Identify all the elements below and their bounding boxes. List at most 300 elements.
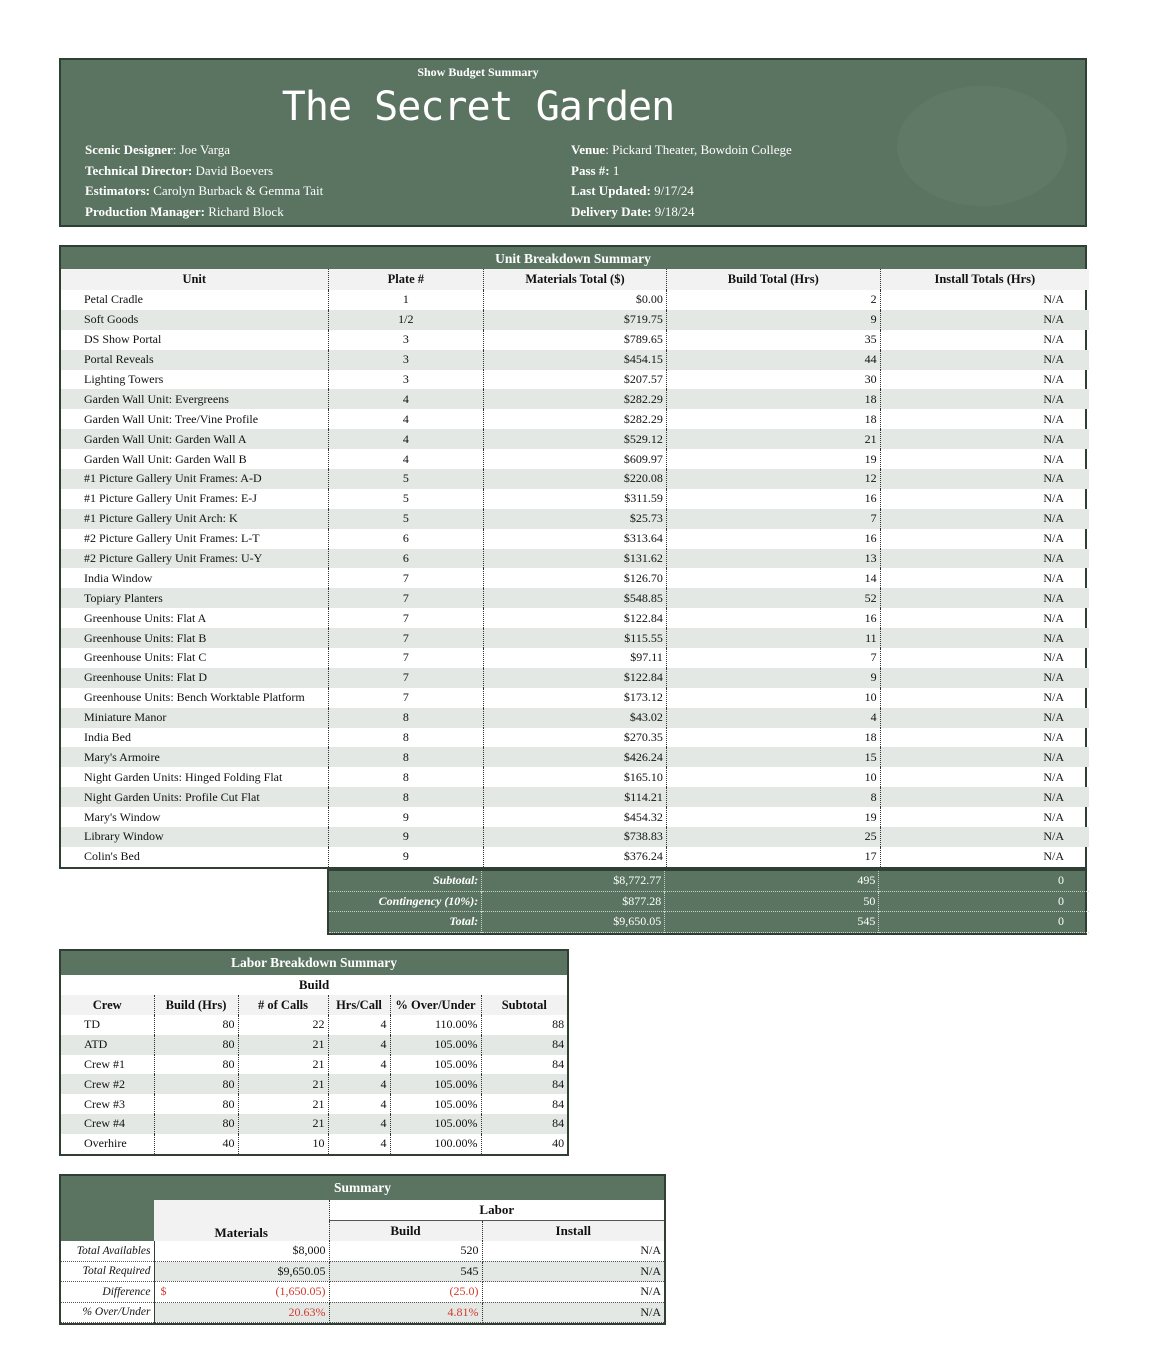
unit-cell: 18 bbox=[666, 409, 880, 429]
labor-cell: Crew #3 bbox=[61, 1094, 154, 1114]
install-header: Install bbox=[482, 1221, 664, 1242]
unit-cell: 4 bbox=[328, 449, 484, 469]
summary-row bbox=[61, 1302, 664, 1323]
unit-total-cell: $877.28 bbox=[482, 891, 665, 912]
unit-cell: 10 bbox=[666, 688, 880, 708]
pass-line: Pass #: 1 bbox=[571, 162, 620, 178]
unit-cell: $719.75 bbox=[484, 310, 667, 330]
unit-cell: N/A bbox=[1043, 531, 1064, 546]
unit-row bbox=[61, 827, 1089, 847]
summary-row bbox=[61, 1261, 664, 1282]
unit-cell: 16 bbox=[666, 529, 880, 549]
labor-cell: 4 bbox=[328, 1094, 390, 1114]
summary-install-cell: N/A bbox=[482, 1241, 664, 1261]
labor-cell: 21 bbox=[238, 1094, 328, 1114]
summary-build-cell: 545 bbox=[329, 1261, 482, 1282]
unit-cell: $122.84 bbox=[484, 608, 667, 628]
unit-row bbox=[61, 409, 1089, 429]
unit-total-cell: 0 bbox=[1058, 914, 1064, 929]
unit-cell: 16 bbox=[666, 608, 880, 628]
unit-cell: DS Show Portal bbox=[61, 330, 328, 350]
unit-cell: N/A bbox=[1043, 332, 1064, 347]
unit-row bbox=[61, 708, 1089, 728]
unit-cell: N/A bbox=[1043, 491, 1064, 506]
labor-row bbox=[61, 1114, 567, 1134]
labor-cell: 105.00% bbox=[390, 1035, 481, 1055]
labor-cell: 4 bbox=[328, 1134, 390, 1154]
summary-materials-cell bbox=[154, 1282, 329, 1303]
labor-row bbox=[61, 1134, 567, 1154]
unit-cell: 8 bbox=[328, 747, 484, 767]
unit-cell: N/A bbox=[1043, 730, 1064, 745]
unit-cell: Mary's Armoire bbox=[61, 747, 328, 767]
summary-materials-value: 20.63% bbox=[288, 1304, 326, 1319]
delivery-date-line: Delivery Date: 9/18/24 bbox=[571, 203, 695, 219]
labor-row bbox=[61, 1094, 567, 1114]
labor-cell: 80 bbox=[154, 1055, 238, 1075]
unit-cell: N/A bbox=[880, 827, 1089, 847]
unit-column-header: Plate # bbox=[328, 269, 484, 290]
labor-breakdown-table bbox=[59, 949, 569, 1156]
labor-cell: 80 bbox=[154, 1114, 238, 1134]
unit-cell: Greenhouse Units: Flat C bbox=[61, 648, 328, 668]
labor-cell: 4 bbox=[328, 1015, 390, 1035]
labor-column-header: Hrs/Call bbox=[328, 995, 390, 1015]
unit-cell: 7 bbox=[666, 509, 880, 529]
staff-info bbox=[85, 140, 323, 222]
unit-cell: N/A bbox=[1043, 849, 1064, 864]
unit-cell: $207.57 bbox=[484, 370, 667, 390]
unit-cell: 18 bbox=[666, 728, 880, 748]
header-subtitle: Show Budget Summary bbox=[417, 65, 539, 79]
production-manager-line: Production Manager: Richard Block bbox=[85, 203, 284, 219]
unit-cell: 44 bbox=[666, 350, 880, 370]
unit-cell: N/A bbox=[880, 708, 1089, 728]
summary-title: Summary bbox=[61, 1176, 664, 1200]
unit-cell: 5 bbox=[328, 509, 484, 529]
unit-row bbox=[61, 787, 1089, 807]
unit-cell: 8 bbox=[666, 787, 880, 807]
unit-cell: 8 bbox=[328, 708, 484, 728]
unit-cell: N/A bbox=[1043, 292, 1064, 307]
unit-row bbox=[61, 449, 1089, 469]
unit-cell: $454.15 bbox=[484, 350, 667, 370]
unit-cell: $529.12 bbox=[484, 429, 667, 449]
unit-cell: 21 bbox=[666, 429, 880, 449]
unit-breakdown-title: Unit Breakdown Summary bbox=[59, 245, 1087, 269]
technical-director-line: Technical Director: David Boevers bbox=[85, 162, 274, 178]
labor-cell: 21 bbox=[238, 1074, 328, 1094]
unit-cell: Garden Wall Unit: Evergreens bbox=[61, 389, 328, 409]
labor-cell: Crew #1 bbox=[61, 1055, 154, 1075]
unit-cell: 1 bbox=[328, 290, 484, 310]
unit-cell: 19 bbox=[666, 449, 880, 469]
unit-cell: $376.24 bbox=[484, 847, 667, 867]
unit-cell: $122.84 bbox=[484, 668, 667, 688]
unit-cell: N/A bbox=[1043, 610, 1064, 625]
unit-cell: Greenhouse Units: Flat D bbox=[61, 668, 328, 688]
labor-header: Labor bbox=[329, 1200, 664, 1221]
unit-cell: 2 bbox=[666, 290, 880, 310]
unit-cell: 9 bbox=[328, 827, 484, 847]
unit-cell: $282.29 bbox=[484, 409, 667, 429]
labor-cell: ATD bbox=[61, 1035, 154, 1055]
scenic-designer-line: Scenic Designer: Joe Varga bbox=[85, 142, 231, 157]
unit-cell: N/A bbox=[1043, 451, 1064, 466]
summary-materials-value: $9,650.05 bbox=[277, 1263, 326, 1278]
labor-cell: 105.00% bbox=[390, 1094, 481, 1114]
unit-row bbox=[61, 290, 1089, 310]
unit-cell: #2 Picture Gallery Unit Frames: U-Y bbox=[61, 549, 328, 569]
summary-install-cell: N/A bbox=[482, 1282, 664, 1303]
unit-row bbox=[61, 807, 1089, 827]
unit-cell: N/A bbox=[1043, 809, 1064, 824]
labor-cell: 100.00% bbox=[390, 1134, 481, 1154]
unit-cell: N/A bbox=[880, 668, 1089, 688]
labor-column-header: Subtotal bbox=[481, 995, 567, 1015]
unit-cell: 1/2 bbox=[328, 310, 484, 330]
unit-cell: $131.62 bbox=[484, 549, 667, 569]
unit-column-header: Unit bbox=[61, 269, 328, 290]
unit-cell: Lighting Towers bbox=[61, 370, 328, 390]
summary-materials-cell bbox=[154, 1241, 329, 1261]
unit-total-cell: 495 bbox=[665, 871, 879, 891]
summary-build-cell: 4.81% bbox=[329, 1302, 482, 1323]
labor-column-header: # of Calls bbox=[238, 995, 328, 1015]
unit-total-cell: Contingency (10%): bbox=[329, 891, 482, 912]
labor-cell: 105.00% bbox=[390, 1074, 481, 1094]
unit-total-cell: Total: bbox=[329, 912, 482, 933]
unit-cell: $43.02 bbox=[484, 708, 667, 728]
unit-cell: 7 bbox=[328, 648, 484, 668]
labor-cell: 10 bbox=[238, 1134, 328, 1154]
labor-cell: 4 bbox=[328, 1114, 390, 1134]
unit-row bbox=[61, 310, 1089, 330]
labor-row bbox=[61, 1035, 567, 1055]
unit-cell: Greenhouse Units: Bench Worktable Platform bbox=[61, 688, 328, 708]
unit-cell: 8 bbox=[328, 787, 484, 807]
unit-total-cell: 0 bbox=[1058, 873, 1064, 888]
unit-cell: $126.70 bbox=[484, 568, 667, 588]
unit-cell: $25.73 bbox=[484, 509, 667, 529]
summary-row-label: Difference bbox=[61, 1282, 154, 1303]
unit-cell: Night Garden Units: Profile Cut Flat bbox=[61, 787, 328, 807]
labor-cell: 4 bbox=[328, 1074, 390, 1094]
unit-column-header: Build Total (Hrs) bbox=[666, 269, 880, 290]
unit-cell: Greenhouse Units: Flat B bbox=[61, 628, 328, 648]
materials-header: Materials bbox=[154, 1200, 329, 1241]
unit-cell: $454.32 bbox=[484, 807, 667, 827]
unit-cell: N/A bbox=[1043, 372, 1064, 386]
unit-row bbox=[61, 668, 1089, 688]
unit-cell: #1 Picture Gallery Unit Frames: E-J bbox=[61, 489, 328, 509]
unit-cell: 12 bbox=[666, 469, 880, 489]
labor-cell: 84 bbox=[481, 1035, 567, 1055]
unit-total-cell: 545 bbox=[665, 912, 879, 933]
unit-cell: $115.55 bbox=[484, 628, 667, 648]
labor-table-header bbox=[61, 995, 567, 1015]
unit-cell: N/A bbox=[1043, 570, 1064, 585]
labor-column-header: % Over/Under bbox=[390, 995, 481, 1015]
labor-cell: 110.00% bbox=[390, 1015, 481, 1035]
labor-cell: 40 bbox=[154, 1134, 238, 1154]
unit-cell: $173.12 bbox=[484, 688, 667, 708]
unit-cell: 18 bbox=[666, 389, 880, 409]
unit-cell: Miniature Manor bbox=[61, 708, 328, 728]
labor-cell: 105.00% bbox=[390, 1055, 481, 1075]
unit-cell: Petal Cradle bbox=[61, 290, 328, 310]
labor-cell: 80 bbox=[154, 1035, 238, 1055]
summary-materials-value: $8,000 bbox=[292, 1243, 326, 1258]
unit-cell: N/A bbox=[880, 549, 1089, 569]
unit-row bbox=[61, 429, 1089, 449]
unit-total-cell: Subtotal: bbox=[329, 871, 482, 891]
labor-row bbox=[61, 1015, 567, 1035]
unit-cell: N/A bbox=[880, 310, 1089, 330]
labor-cell: 22 bbox=[238, 1015, 328, 1035]
labor-cell: 80 bbox=[154, 1074, 238, 1094]
unit-cell: $313.64 bbox=[484, 529, 667, 549]
unit-cell: 8 bbox=[328, 767, 484, 787]
unit-row bbox=[61, 747, 1089, 767]
unit-row bbox=[61, 688, 1089, 708]
unit-cell: 9 bbox=[666, 668, 880, 688]
unit-cell: 10 bbox=[666, 767, 880, 787]
labor-cell: 4 bbox=[328, 1035, 390, 1055]
unit-cell: 7 bbox=[328, 668, 484, 688]
summary-materials-cell bbox=[154, 1302, 329, 1323]
unit-table-body bbox=[61, 290, 1089, 867]
logo-watermark bbox=[897, 86, 1067, 206]
unit-row bbox=[61, 648, 1089, 668]
unit-cell: 5 bbox=[328, 469, 484, 489]
unit-row bbox=[61, 469, 1089, 489]
unit-cell: 7 bbox=[328, 608, 484, 628]
unit-breakdown-table bbox=[59, 245, 1087, 869]
labor-cell: TD bbox=[61, 1015, 154, 1035]
estimators-line: Estimators: Carolyn Burback & Gemma Tait bbox=[85, 183, 324, 198]
unit-cell: Garden Wall Unit: Tree/Vine Profile bbox=[61, 409, 328, 429]
unit-row bbox=[61, 389, 1089, 409]
summary-install-cell: N/A bbox=[482, 1261, 664, 1282]
unit-cell: Night Garden Units: Hinged Folding Flat bbox=[61, 767, 328, 787]
unit-cell: $114.21 bbox=[484, 787, 667, 807]
labor-column-header: Build (Hrs) bbox=[154, 995, 238, 1015]
unit-cell: 7 bbox=[328, 568, 484, 588]
unit-cell: $220.08 bbox=[484, 469, 667, 489]
unit-cell: $97.11 bbox=[484, 648, 667, 668]
unit-cell: 9 bbox=[666, 310, 880, 330]
unit-cell: $426.24 bbox=[484, 747, 667, 767]
summary-row bbox=[61, 1241, 664, 1261]
unit-row bbox=[61, 847, 1089, 867]
unit-table-header bbox=[61, 269, 1089, 290]
last-updated-line: Last Updated: 9/17/24 bbox=[571, 183, 694, 198]
labor-cell: 84 bbox=[481, 1114, 567, 1134]
summary-row-label: Total Required bbox=[61, 1261, 154, 1282]
unit-cell: 35 bbox=[666, 330, 880, 350]
unit-cell: 13 bbox=[666, 549, 880, 569]
unit-cell: Mary's Window bbox=[61, 807, 328, 827]
unit-row bbox=[61, 509, 1089, 529]
show-header bbox=[59, 58, 1087, 227]
unit-row bbox=[61, 767, 1089, 787]
unit-column-header: Materials Total ($) bbox=[484, 269, 667, 290]
summary-build-cell: (25.0) bbox=[329, 1282, 482, 1303]
labor-cell: 84 bbox=[481, 1074, 567, 1094]
unit-total-row bbox=[329, 891, 1089, 912]
unit-cell: $0.00 bbox=[484, 290, 667, 310]
unit-cell: #1 Picture Gallery Unit Frames: A-D bbox=[61, 469, 328, 489]
unit-cell: 11 bbox=[666, 628, 880, 648]
unit-cell: $311.59 bbox=[484, 489, 667, 509]
unit-row bbox=[61, 489, 1089, 509]
unit-row bbox=[61, 529, 1089, 549]
unit-total-cell: 50 bbox=[665, 891, 879, 912]
unit-cell: N/A bbox=[880, 588, 1089, 608]
unit-cell: Portal Reveals bbox=[61, 350, 328, 370]
labor-cell: 40 bbox=[552, 1136, 565, 1151]
unit-cell: 4 bbox=[666, 708, 880, 728]
unit-cell: 30 bbox=[666, 370, 880, 390]
unit-cell: Soft Goods bbox=[61, 310, 328, 330]
unit-cell: Garden Wall Unit: Garden Wall B bbox=[61, 449, 328, 469]
labor-cell: 105.00% bbox=[390, 1114, 481, 1134]
unit-row bbox=[61, 350, 1089, 370]
labor-cell: Overhire bbox=[61, 1134, 154, 1154]
summary-table-body bbox=[61, 1241, 664, 1323]
unit-cell: 3 bbox=[328, 330, 484, 350]
unit-cell: India Window bbox=[61, 568, 328, 588]
unit-cell: Library Window bbox=[61, 827, 328, 847]
unit-total-cell: $8,772.77 bbox=[482, 871, 665, 891]
labor-cell: 88 bbox=[552, 1017, 565, 1032]
unit-cell: N/A bbox=[1043, 690, 1064, 705]
unit-cell: 7 bbox=[328, 688, 484, 708]
unit-row bbox=[61, 728, 1089, 748]
unit-cell: 7 bbox=[666, 648, 880, 668]
unit-cell: 7 bbox=[328, 588, 484, 608]
unit-row bbox=[61, 588, 1089, 608]
unit-row bbox=[61, 370, 1089, 390]
unit-cell: 52 bbox=[666, 588, 880, 608]
unit-row bbox=[61, 628, 1089, 648]
unit-row bbox=[61, 330, 1089, 350]
labor-cell: 21 bbox=[238, 1055, 328, 1075]
labor-cell: 80 bbox=[154, 1094, 238, 1114]
labor-row bbox=[61, 1074, 567, 1094]
show-title: The Secret Garden bbox=[281, 84, 675, 130]
unit-totals bbox=[327, 869, 1087, 935]
unit-cell: 6 bbox=[328, 549, 484, 569]
unit-cell: N/A bbox=[880, 429, 1089, 449]
labor-cell: 84 bbox=[552, 1096, 565, 1111]
unit-cell: 6 bbox=[328, 529, 484, 549]
unit-cell: $270.35 bbox=[484, 728, 667, 748]
labor-cell: Crew #4 bbox=[61, 1114, 154, 1134]
unit-row bbox=[61, 568, 1089, 588]
unit-cell: Garden Wall Unit: Garden Wall A bbox=[61, 429, 328, 449]
unit-cell: 19 bbox=[666, 807, 880, 827]
labor-column-header: Crew bbox=[61, 995, 154, 1015]
unit-total-row bbox=[329, 912, 1089, 933]
unit-cell: 5 bbox=[328, 489, 484, 509]
summary-currency: $ bbox=[160, 1284, 167, 1299]
unit-cell: N/A bbox=[880, 747, 1089, 767]
unit-cell: 4 bbox=[328, 429, 484, 449]
unit-cell: 14 bbox=[666, 568, 880, 588]
unit-cell: $738.83 bbox=[484, 827, 667, 847]
unit-cell: 17 bbox=[666, 847, 880, 867]
labor-cell: Crew #2 bbox=[61, 1074, 154, 1094]
unit-cell: 3 bbox=[328, 350, 484, 370]
venue-info bbox=[571, 140, 792, 222]
labor-group-label: Build bbox=[61, 975, 567, 995]
unit-cell: N/A bbox=[880, 628, 1089, 648]
unit-cell: 8 bbox=[328, 728, 484, 748]
unit-cell: 25 bbox=[666, 827, 880, 847]
unit-cell: Colin's Bed bbox=[61, 847, 328, 867]
unit-cell: N/A bbox=[1043, 650, 1064, 665]
unit-total-row bbox=[329, 871, 1089, 891]
unit-row bbox=[61, 549, 1089, 569]
summary-table bbox=[59, 1174, 666, 1325]
unit-cell: $165.10 bbox=[484, 767, 667, 787]
summary-row-label: % Over/Under bbox=[61, 1302, 154, 1323]
summary-row-label: Total Availables bbox=[61, 1241, 154, 1261]
unit-cell: $789.65 bbox=[484, 330, 667, 350]
summary-materials-value: (1,650.05) bbox=[275, 1284, 326, 1299]
summary-materials-cell bbox=[154, 1261, 329, 1282]
unit-cell: 9 bbox=[328, 847, 484, 867]
summary-row bbox=[61, 1282, 664, 1303]
unit-cell: 7 bbox=[328, 628, 484, 648]
unit-cell: 4 bbox=[328, 389, 484, 409]
unit-cell: 16 bbox=[666, 489, 880, 509]
unit-cell: N/A bbox=[880, 509, 1089, 529]
labor-cell: 21 bbox=[238, 1114, 328, 1134]
labor-breakdown-title: Labor Breakdown Summary bbox=[61, 951, 567, 975]
build-header: Build bbox=[329, 1221, 482, 1242]
unit-cell: India Bed bbox=[61, 728, 328, 748]
unit-cell: 15 bbox=[666, 747, 880, 767]
unit-cell: N/A bbox=[1043, 411, 1064, 426]
unit-total-cell: $9,650.05 bbox=[482, 912, 665, 933]
unit-cell: N/A bbox=[880, 389, 1089, 409]
labor-cell: 4 bbox=[328, 1055, 390, 1075]
unit-cell: 3 bbox=[328, 370, 484, 390]
labor-table-body bbox=[61, 1015, 567, 1154]
venue-line: Venue: Pickard Theater, Bowdoin College bbox=[571, 142, 792, 157]
labor-cell: 21 bbox=[238, 1035, 328, 1055]
unit-cell: $282.29 bbox=[484, 389, 667, 409]
unit-total-cell: 0 bbox=[1058, 893, 1064, 908]
unit-cell: N/A bbox=[1043, 769, 1064, 784]
unit-cell: $609.97 bbox=[484, 449, 667, 469]
labor-cell: 84 bbox=[552, 1056, 565, 1071]
unit-cell: Topiary Planters bbox=[61, 588, 328, 608]
unit-cell: #1 Picture Gallery Unit Arch: K bbox=[61, 509, 328, 529]
unit-cell: 9 bbox=[328, 807, 484, 827]
summary-install-cell: N/A bbox=[482, 1302, 664, 1323]
unit-row bbox=[61, 608, 1089, 628]
labor-cell: 80 bbox=[154, 1015, 238, 1035]
unit-cell: N/A bbox=[880, 469, 1089, 489]
unit-cell: 4 bbox=[328, 409, 484, 429]
unit-cell: #2 Picture Gallery Unit Frames: L-T bbox=[61, 529, 328, 549]
unit-cell: N/A bbox=[880, 787, 1089, 807]
unit-column-header: Install Totals (Hrs) bbox=[880, 269, 1089, 290]
